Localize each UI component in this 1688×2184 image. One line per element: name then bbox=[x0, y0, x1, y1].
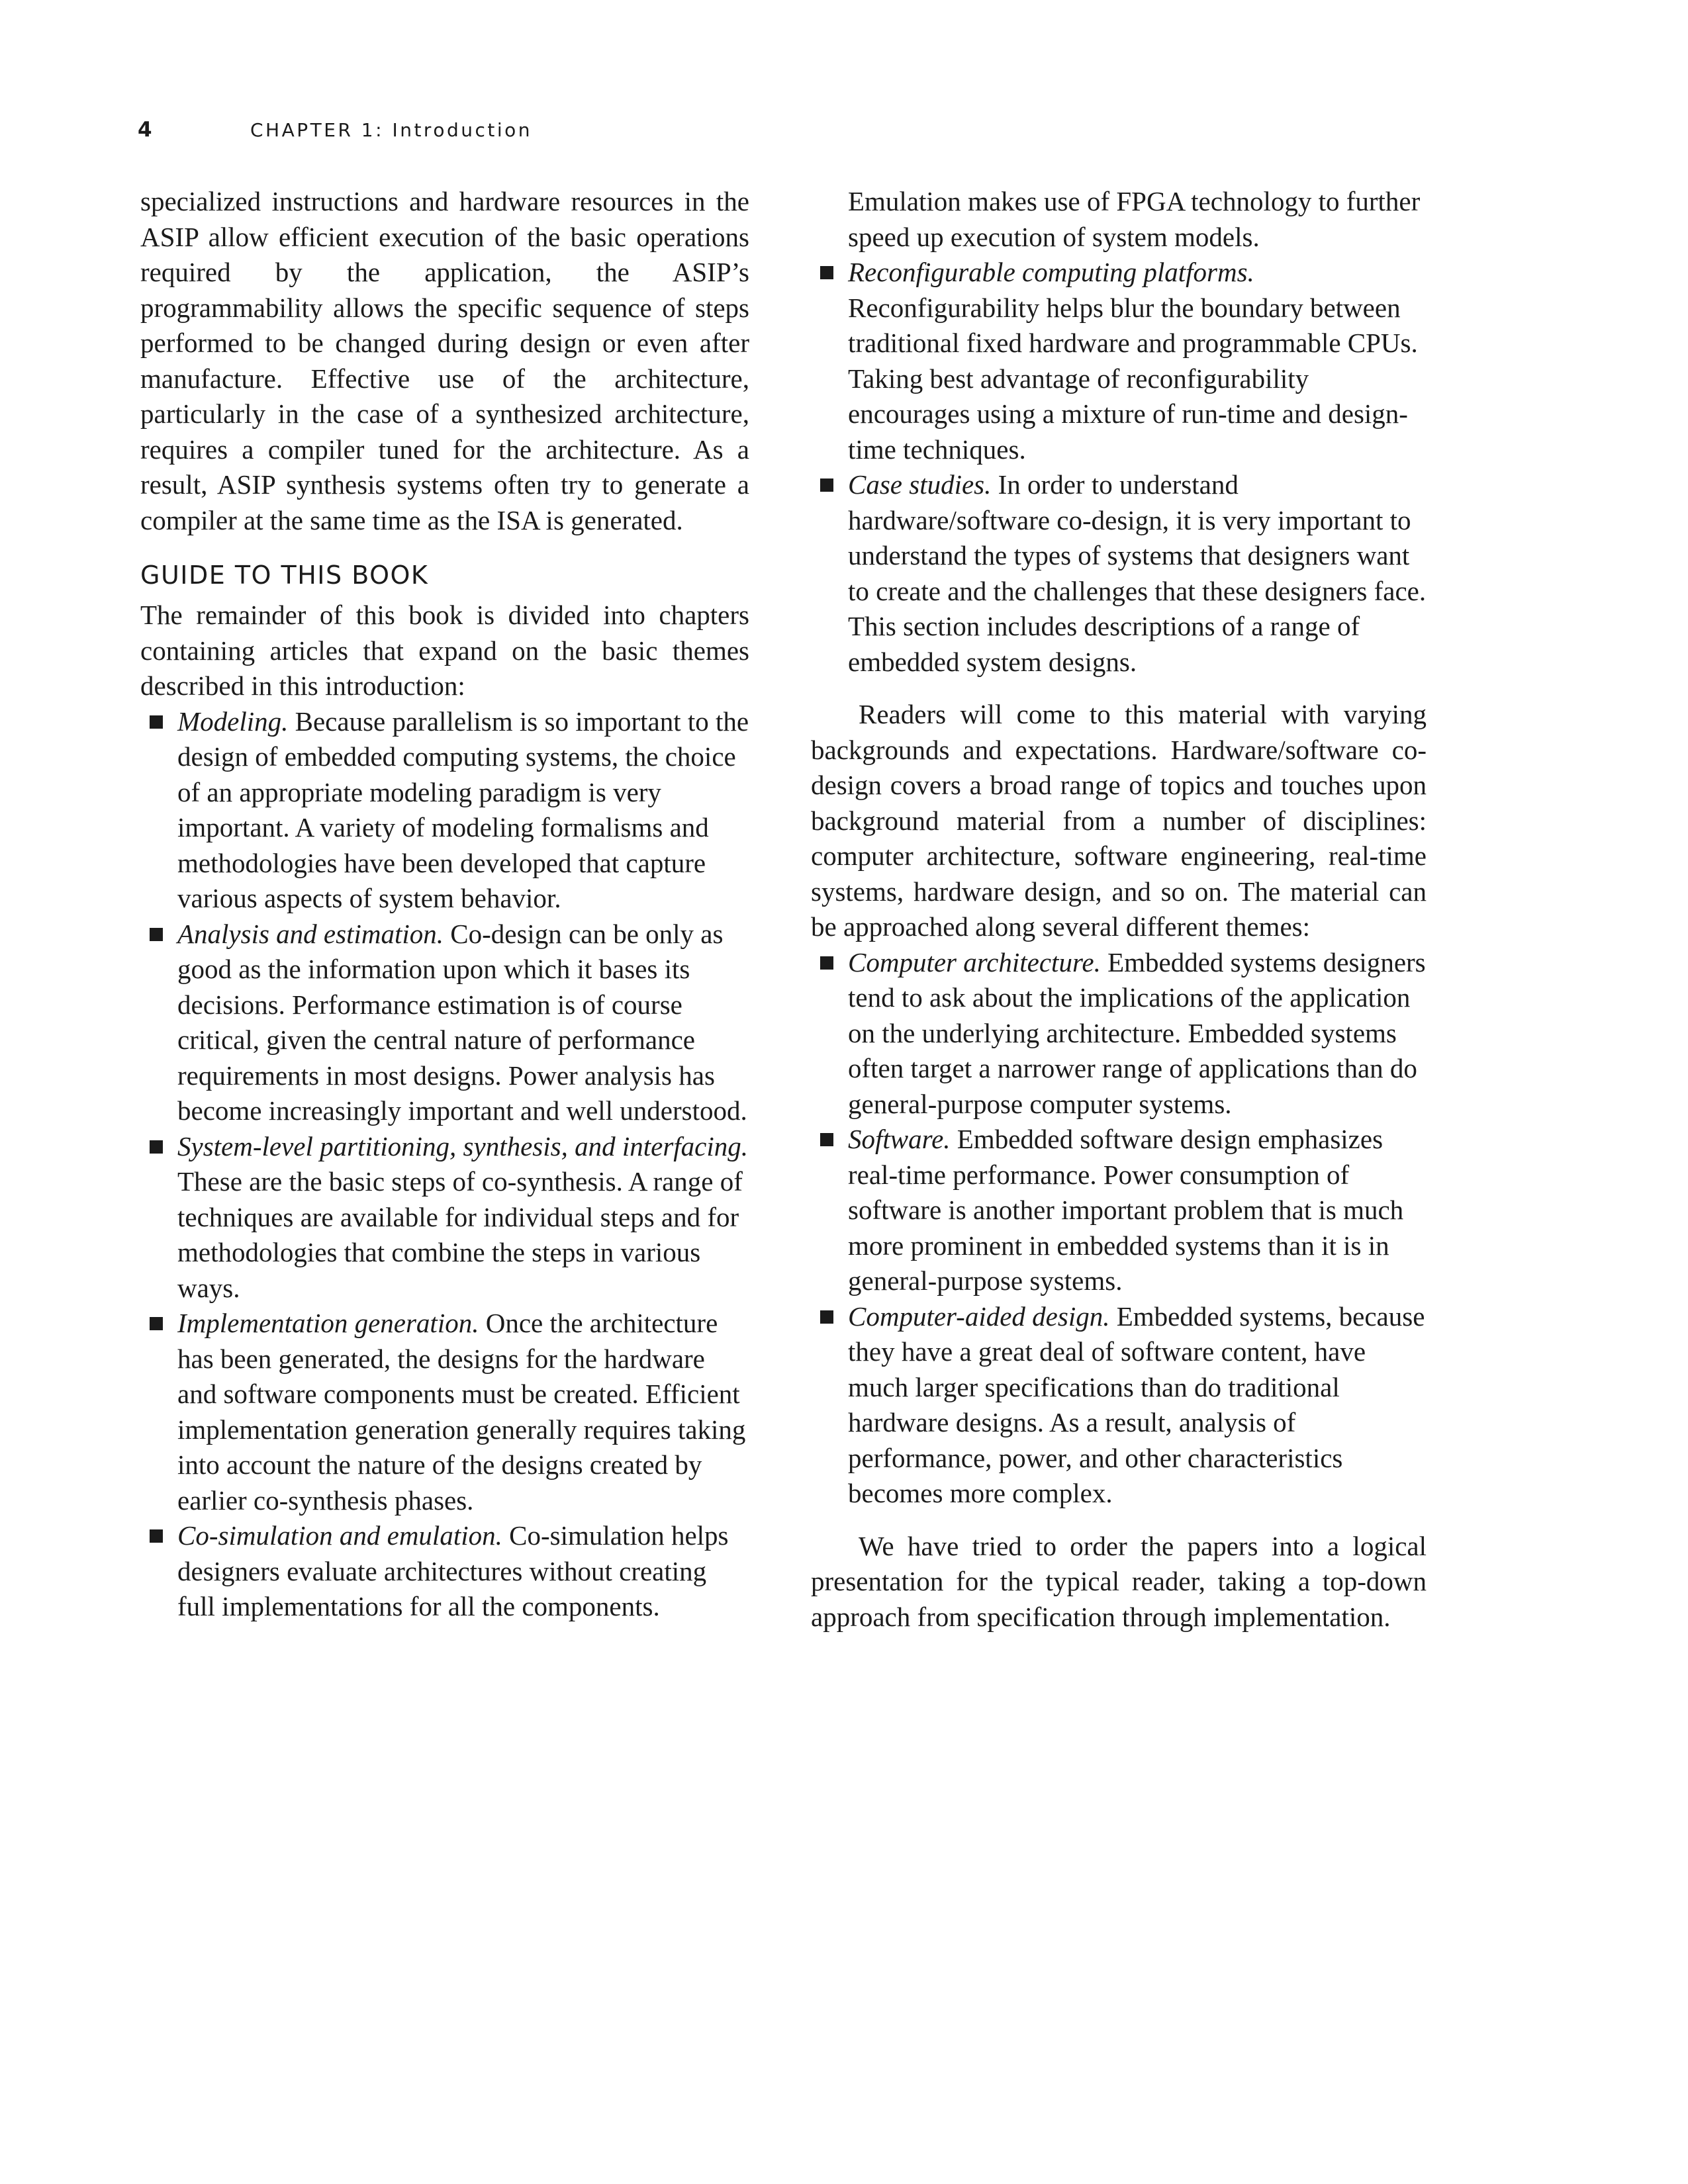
square-bullet-icon bbox=[150, 715, 163, 729]
square-bullet-icon bbox=[150, 1529, 163, 1543]
list-item bbox=[811, 1122, 1427, 1299]
list-item bbox=[140, 1518, 749, 1625]
continuation-text: Emulation makes use of FPGA technology to further speed up execution of system models. bbox=[848, 186, 1421, 252]
item-term: System-level partitioning, synthesis, and interfacing. bbox=[177, 1130, 749, 1161]
square-bullet-icon bbox=[820, 266, 833, 279]
item-term: Computer-aided design. bbox=[848, 1300, 1110, 1332]
item-term: Computer architecture. bbox=[848, 946, 1101, 978]
list-item bbox=[140, 917, 749, 1129]
chapter-label: CHAPTER 1: Introduction bbox=[250, 119, 533, 141]
item-text: Co-design can be only as good as the information upon which it bases its decisions. Performance estimation is of course critical, given the central nature of performance requirements in most designs. Power analysis has become increasingly important and well understood. bbox=[177, 918, 747, 1126]
chapter-topics-list-continued bbox=[811, 255, 1427, 680]
left-column bbox=[140, 184, 749, 1625]
item-text: These are the basic steps of co-synthesis. A range of techniques are available for individual steps and for methodologies that combine the steps in various ways. bbox=[177, 1166, 743, 1303]
closing-paragraph: We have tried to order the papers into a logical presentation for the typical reader, taking a top-down approach from specification through implementation. bbox=[811, 1530, 1427, 1632]
item-text: Embedded systems, because they have a great deal of software content, have much larger specifications than do traditional hardware designs. As a result, analysis of performance, power, and other characteristics becomes more complex. bbox=[848, 1300, 1425, 1508]
list-item bbox=[811, 255, 1427, 467]
item-term: Modeling. bbox=[177, 705, 289, 737]
item-term: Case studies. bbox=[848, 469, 992, 500]
item-text: Co-simulation helps designers evaluate architectures without creating full implementations for all the components. bbox=[177, 1520, 729, 1621]
square-bullet-icon bbox=[150, 1317, 163, 1330]
readers-paragraph: Readers will come to this material with varying backgrounds and expectations. Hardware/software co-design covers a broad range of topics and touches upon background material from a number of disciplines: computer architecture, software engineering, real-time systems, hardware design, and so on. The material can be approached along several different themes: bbox=[811, 699, 1427, 942]
item-term: Analysis and estimation. bbox=[177, 918, 444, 949]
themes-list bbox=[811, 945, 1427, 1512]
chapter-topics-list bbox=[140, 704, 749, 1625]
item-text: Once the architecture has been generated, the designs for the hardware and software components must be created. Efficient implementation generation generally requires taking into account the nature of the designs created by earlier co-synthesis phases. bbox=[177, 1308, 746, 1516]
list-item bbox=[811, 945, 1427, 1122]
right-column bbox=[811, 184, 1427, 1635]
intro-paragraph: specialized instructions and hardware resources in the ASIP allow efficient execution of the basic operations required by the application, the ASIP’s programmability allows the specific sequence of steps performed to be changed during design or even after manufacture. Effective use of the architecture, particularly in the case of a synthesized architecture, requires a compiler tuned for the architecture. As a result, ASIP synthesis systems often try to generate a compiler at the same time as the ISA is generated. bbox=[140, 186, 749, 535]
item-text: In order to understand hardware/software co-design, it is very important to understand the types of systems that designers want to create and the challenges that these designers face. This section includes descriptions of a range of embedded system designs. bbox=[848, 469, 1427, 677]
square-bullet-icon bbox=[820, 1310, 833, 1324]
square-bullet-icon bbox=[820, 478, 833, 492]
list-item bbox=[811, 467, 1427, 680]
item-text: Reconfigurability helps blur the boundary between traditional fixed hardware and programmable CPUs. Taking best advantage of reconfigurability encourages using a mixture of run-time and design-time techniques. bbox=[848, 292, 1418, 465]
item-term: Implementation generation. bbox=[177, 1308, 479, 1338]
item-text: Embedded systems designers tend to ask about the implications of the application on the underlying architecture. Embedded systems often target a narrower range of applications than do general-purpose computer systems. bbox=[848, 946, 1426, 1119]
running-head bbox=[138, 114, 532, 146]
item-term: Reconfigurable computing platforms. bbox=[848, 257, 1254, 287]
square-bullet-icon bbox=[150, 928, 163, 941]
list-item bbox=[140, 1306, 749, 1518]
square-bullet-icon bbox=[820, 956, 833, 970]
section-heading: GUIDE TO THIS BOOK bbox=[140, 561, 429, 590]
item-term: Software. bbox=[848, 1124, 951, 1154]
guide-intro-paragraph: The remainder of this book is divided into chapters containing articles that expand on the basic themes described in this introduction: bbox=[140, 600, 749, 701]
paragraph-gap bbox=[811, 680, 1427, 697]
item-text: Embedded software design emphasizes real-time performance. Power consumption of software is another important problem that is much more prominent in embedded systems than it is in general-purpose systems. bbox=[848, 1124, 1404, 1296]
page-number: 4 bbox=[138, 118, 152, 142]
list-item bbox=[811, 1299, 1427, 1512]
item-term: Co-simulation and emulation. bbox=[177, 1520, 502, 1551]
list-item bbox=[140, 1129, 749, 1306]
list-item bbox=[140, 704, 749, 917]
square-bullet-icon bbox=[820, 1133, 833, 1146]
paragraph-gap bbox=[811, 1512, 1427, 1529]
item-text: Because parallelism is so important to the design of embedded computing systems, the choice of an appropriate modeling paradigm is very important. A variety of modeling formalisms and methodologies have been developed that capture various aspects of system behavior. bbox=[177, 705, 749, 913]
square-bullet-icon bbox=[150, 1140, 163, 1154]
